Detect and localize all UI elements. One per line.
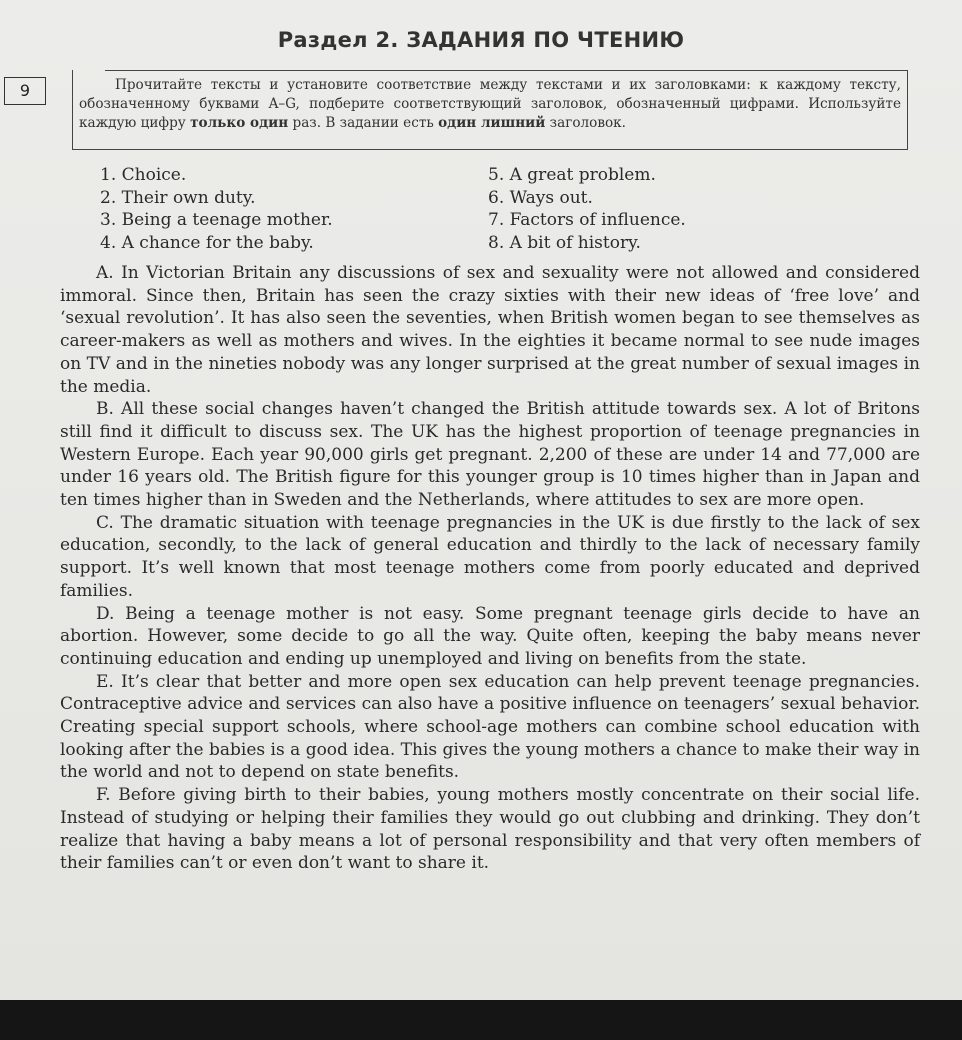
- instruction-box: [72, 70, 908, 150]
- heading-2: 2. Their own duty.: [100, 187, 256, 208]
- text-d: D. Being a teenage mother is not easy. Some pregnant teenage girls decide to have an abortion. However, some decide to go all the way. Quite often, keeping the baby means never continuing education and ending up unemployed and living on benefits from the state.: [60, 603, 920, 669]
- instruction-text-1: Прочитайте тексты и установите соответствие между текстами и их заголовками: к каждому тексту, обозначенному буквами A–G, подберите соответствующий заголовок, обозначенный цифрами. Используйте каждую цифру: [79, 77, 901, 131]
- text-f: F. Before giving birth to their babies, young mothers mostly concentrate on their social life. Instead of studying or helping their families they would go out clubbing and drinking. They don’t realize that having a baby means a lot of personal responsibility and that very often members of their families can’t or even don’t want to share it.: [60, 785, 920, 874]
- text-c: C. The dramatic situation with teenage pregnancies in the UK is due firstly to the lack of sex education, secondly, to the lack of general education and thirdly to the lack of necessary family support. It’s well known that most teenage mothers come from poorly educated and deprived families.: [60, 512, 920, 601]
- reading-texts: [60, 262, 920, 875]
- heading-4: 4. A chance for the baby.: [100, 232, 314, 253]
- section-title: Раздел 2. ЗАДАНИЯ ПО ЧТЕНИЮ: [277, 28, 685, 52]
- headings-column-right: [488, 164, 868, 254]
- headings-column-left: [100, 164, 480, 254]
- text-a: A. In Victorian Britain any discussions of sex and sexuality were not allowed and considered immoral. Since then, Britain has seen the crazy sixties with their new ideas of ‘free love’ and ‘sexual revolution’. It has also seen the seventies, when British women began to see themselves as career-makers as well as mothers and wives. In the eighties it became normal to see nude images on TV and in the nineties nobody was any longer surprised at the great number of sexual images in the media.: [60, 263, 920, 397]
- heading-1: 1. Choice.: [100, 165, 187, 185]
- heading-8: 8. A bit of history.: [488, 232, 641, 253]
- task-instruction: [79, 76, 901, 133]
- text-e: E. It’s clear that better and more open sex education can help prevent teenage pregnancies. Contraceptive advice and services can also have a positive influence on teenagers’ sexual behavior. Creating special support schools, where school-age mothers can combine school education with looking after the babies is a good idea. This gives the young mothers a chance to make their way in the world and not to depend on state benefits.: [60, 671, 920, 783]
- instruction-text-3: заголовок.: [545, 115, 626, 131]
- instruction-bold-2: один лишний: [438, 115, 546, 131]
- task-number-box: 9: [4, 77, 46, 105]
- heading-6: 6. Ways out.: [488, 187, 593, 208]
- heading-3: 3. Being a teenage mother.: [100, 210, 333, 230]
- heading-5: 5. A great problem.: [488, 165, 656, 185]
- heading-7: 7. Factors of influence.: [488, 210, 686, 230]
- instruction-bold-1: только один: [190, 115, 289, 131]
- page-bottom-shadow: [0, 1000, 962, 1040]
- instruction-box-top-border: [105, 70, 908, 71]
- instruction-text-2: раз. В задании есть: [288, 115, 439, 131]
- text-b: B. All these social changes haven’t changed the British attitude towards sex. A lot of Britons still find it difficult to discuss sex. The UK has the highest proportion of teenage pregnancies in Western Europe. Each year 90,000 girls get pregnant. 2,200 of these are under 14 and 77,000 are under 16 years old. The British figure for this younger group is 10 times higher than in Japan and ten times higher than in Sweden and the Netherlands, where attitudes to sex are more open.: [60, 399, 920, 511]
